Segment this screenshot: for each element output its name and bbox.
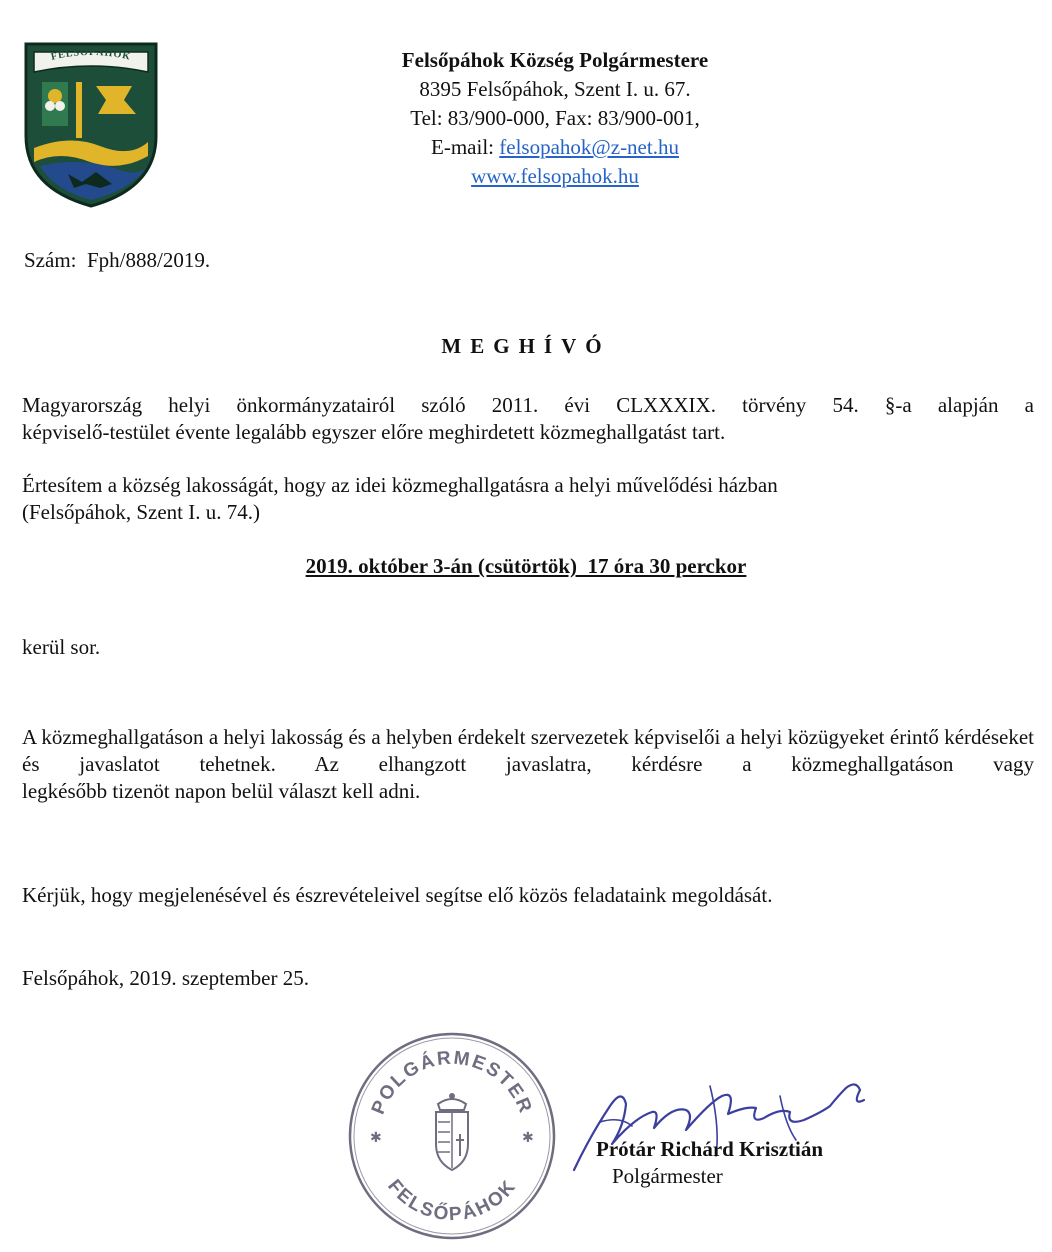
stamp-top-text: POLGÁRMESTER (367, 1047, 537, 1118)
org-name: Felsőpáhok Község Polgármestere (401, 48, 709, 72)
crest-banner-text: FELSŐPÁHOK (49, 46, 133, 63)
official-stamp (346, 1030, 558, 1242)
org-phone-fax: Tel: 83/900-000, Fax: 83/900-001, (410, 106, 700, 130)
paragraph-procedure (22, 724, 1034, 805)
svg-text:✱: ✱ (522, 1130, 534, 1146)
paragraph-line: (Felsőpáhok, Szent I. u. 74.) (22, 500, 260, 524)
org-website-line (290, 162, 820, 191)
letterhead (290, 46, 820, 191)
coat-of-arms-icon (20, 38, 162, 210)
email-label: E-mail: (431, 135, 500, 159)
village-crest (20, 38, 162, 210)
paragraph-line: A közmeghallgatáson a helyi lakosság és a helyben érdekelt szervezetek képviselői a helyi közügyeket (22, 725, 885, 749)
place-and-date: Felsőpáhok, 2019. szeptember 25. (22, 966, 309, 990)
stamp-bottom-text: FELSŐPÁHOK (383, 1175, 521, 1226)
paragraph-line: legkésőbb tizenöt napon belül választ kell adni. (22, 779, 421, 803)
svg-text:✱: ✱ (370, 1130, 382, 1146)
svg-text:FELSŐPÁHOK (383, 1176, 521, 1226)
signer-title: Polgármester (612, 1164, 723, 1188)
paragraph-line: érintő kérdéseket és javaslatot tehetnek. Az elhangzott javaslatra, kérdésre a közmeghallgatáson vagy (22, 725, 1034, 776)
paragraph-line: Magyarország helyi önkormányzatairól szóló 2011. évi CLXXXIX. törvény 54. §-a alapján a (22, 393, 1034, 417)
paragraph-legal-basis (22, 392, 1034, 446)
event-datetime: 2019. október 3-án (csütörtök) 17 óra 30 perckor (305, 554, 747, 578)
org-email-line (290, 133, 820, 162)
document-title: MEGHÍVÓ (441, 334, 611, 358)
email-link[interactable]: felsopahok@z-net.hu (499, 135, 679, 159)
reference-number: Szám: Fph/888/2019. (24, 248, 211, 272)
stamp-icon (346, 1030, 558, 1242)
paragraph-request: Kérjük, hogy megjelenésével és észrevételeivel segítse elő közös feladataink megoldását. (22, 883, 773, 907)
signer-name: Prótár Richárd Krisztián (596, 1137, 824, 1161)
website-link[interactable]: www.felsopahok.hu (471, 164, 639, 188)
paragraph-line: képviselő-testület évente legalább egyszer előre meghirdetett közmeghallgatást tart. (22, 420, 726, 444)
org-address: 8395 Felsőpáhok, Szent I. u. 67. (419, 77, 691, 101)
paragraph-notice (22, 472, 1034, 526)
paragraph-line: Értesítem a község lakosságát, hogy az idei közmeghallgatásra a helyi művelődési házban (22, 473, 778, 497)
paragraph-takes-place: kerül sor. (22, 635, 101, 659)
